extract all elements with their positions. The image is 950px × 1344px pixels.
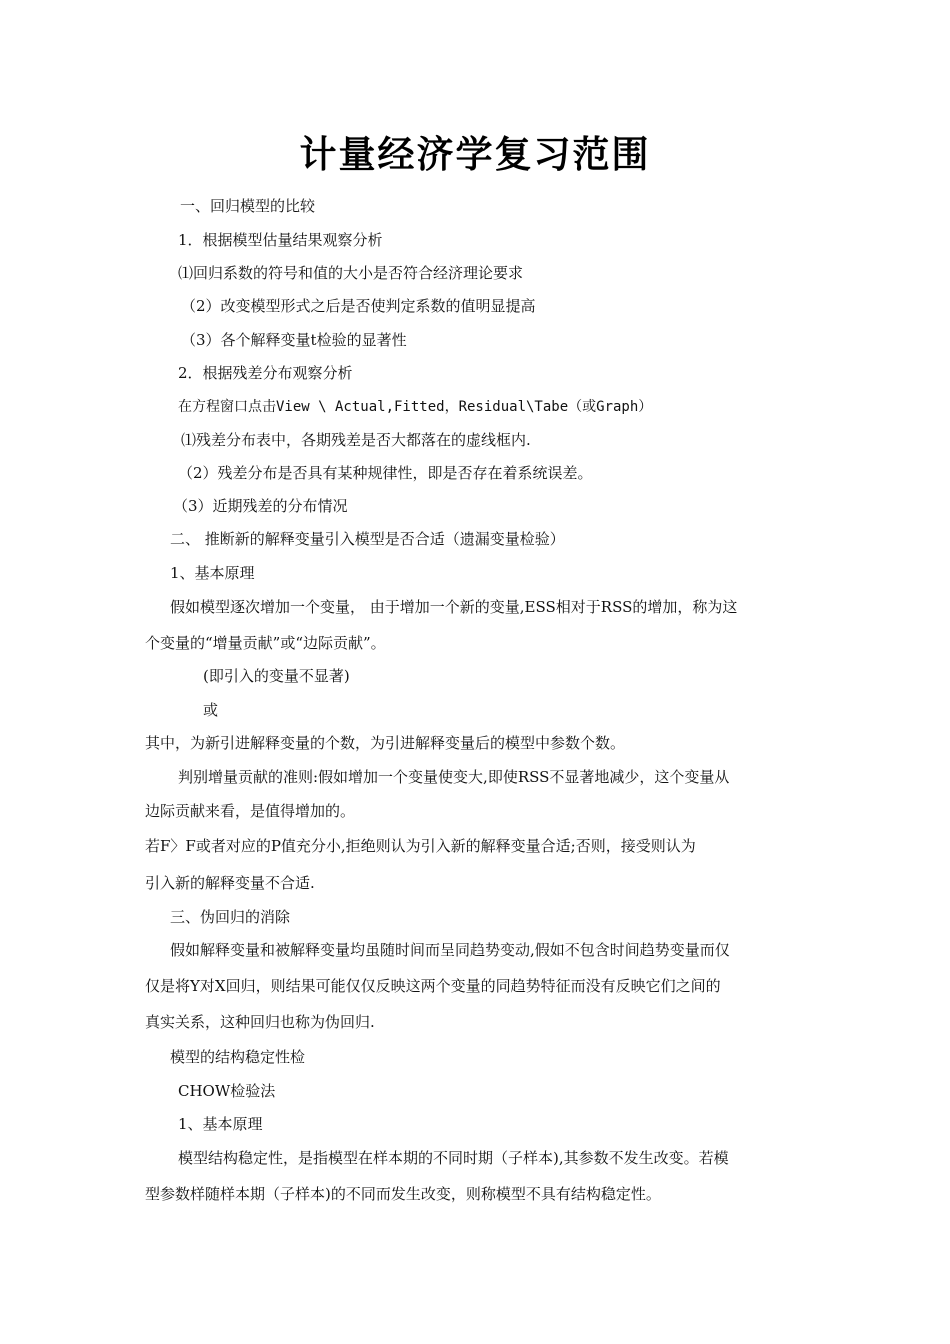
page-title: 计量经济学复习范围 [299,133,651,176]
text-line: 1、基本原理 [170,564,255,582]
text-line: 三、伪回归的消除 [170,908,291,926]
text-line: （2）残差分布是否具有某种规律性，即是否存在着系统误差。 [178,464,593,482]
text-line: 其中，为新引进解释变量的个数，为引进解释变量后的模型中参数个数。 [145,734,626,752]
text-line: 引入新的解释变量不合适. [145,874,315,892]
text-line: 模型的结构稳定性检 [170,1048,306,1066]
text-line: 假如模型逐次增加一个变量， 由于增加一个新的变量,ESS相对于RSS的增加，称为这 [170,598,738,616]
text-line: 仅是将Y对X回归，则结果可能仅仅反映这两个变量的同趋势特征而没有反映它们之间的 [145,977,721,995]
text-line: 1、基本原理 [178,1115,263,1133]
text-line: 或 [203,701,219,719]
text-line: CHOW检验法 [178,1082,276,1100]
text-line: 假如解释变量和被解释变量均虽随时间而呈同趋势变动,假如不包含时间趋势变量而仅 [170,941,730,959]
text-line: （3）各个解释变量t检验的显著性 [181,331,407,349]
text-line: 个变量的“增量贡献”或“边际贡献”。 [145,634,386,652]
text-line: (即引入的变量不显著) [203,667,350,685]
text-line: 真实关系，这种回归也称为伪回归. [145,1013,375,1031]
text-line: 若F〉F或者对应的P值充分小,拒绝则认为引入新的解释变量合适;否则，接受则认为 [145,837,696,855]
text-line: 一、回归模型的比较 [180,197,316,215]
text-line: ⑴残差分布表中，各期残差是否大都落在的虚线框内. [181,431,531,449]
text-line: ⑴回归系数的符号和值的大小是否符合经济理论要求 [178,264,524,282]
text-line: （2）改变模型形式之后是否使判定系数的值明显提高 [181,297,536,315]
text-line: 判别增量贡献的准则:假如增加一个变量使变大,即使RSS不显著地减少，这个变量从 [178,768,730,786]
text-line: （3）近期残差的分布情况 [173,497,348,515]
text-line: 二、 推断新的解释变量引入模型是否合适（遗漏变量检验） [170,530,565,548]
text-line: 模型结构稳定性，是指模型在样本期的不同时期（子样本),其参数不发生改变。若模 [178,1149,729,1167]
text-line: 型参数样随样本期（子样本)的不同而发生改变，则称模型不具有结构稳定性。 [145,1185,661,1203]
text-line: 在方程窗口点击View \ Actual,Fitted，Residual\Tabe（或Graph） [178,399,653,415]
text-line: 2．根据残差分布观察分析 [178,364,353,382]
text-line: 1．根据模型估量结果观察分析 [178,231,383,249]
text-line: 边际贡献来看，是值得增加的。 [145,802,356,820]
